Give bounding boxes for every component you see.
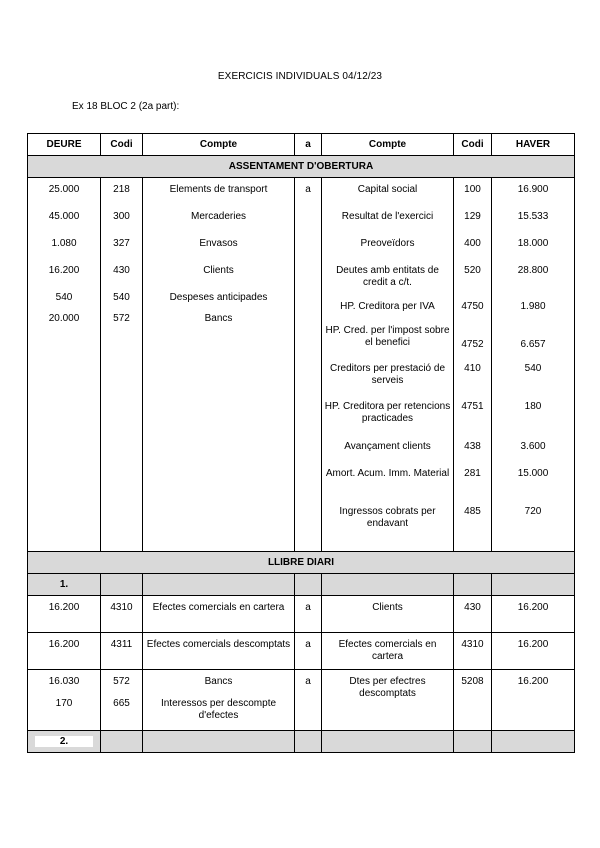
- opening-credit-account: Capital social: [357, 184, 418, 195]
- opening-credit-account: Deutes amb entitats de credit a c/t.: [336, 265, 439, 288]
- journal-credit-amount: 16.200: [517, 639, 549, 650]
- opening-credit-code: 4751: [461, 401, 484, 412]
- document-title: EXERCICIS INDIVIDUALS 04/12/23: [217, 71, 383, 82]
- journal-debit-code: 4311: [110, 639, 133, 650]
- journal-credit-amount: 16.200: [517, 602, 549, 613]
- opening-debit-amount: 1.080: [51, 238, 77, 249]
- journal-a-marker: a: [305, 602, 311, 613]
- opening-credit-account: HP. Creditora per retencions practicades: [324, 401, 451, 424]
- journal-debit-account: Bancs: [204, 676, 233, 687]
- opening-credit-code: 281: [464, 468, 481, 479]
- journal-a-marker: a: [305, 676, 311, 687]
- opening-credit-code: 4752: [461, 339, 484, 350]
- journal-credit-account: Efectes comercials en cartera: [338, 639, 437, 662]
- opening-credit-code: 100: [464, 184, 481, 195]
- journal-debit-code: 4310: [110, 602, 133, 613]
- journal-debit-amount: 16.200: [48, 639, 80, 650]
- opening-credit-account: Creditors per prestació de serveis: [329, 363, 446, 386]
- opening-credit-amount: 18.000: [517, 238, 549, 249]
- opening-credit-account: Amort. Acum. Imm. Material: [325, 468, 450, 479]
- opening-debit-amount: 540: [55, 292, 73, 303]
- opening-credit-amount: 28.800: [517, 265, 549, 276]
- opening-credit-code: 4750: [461, 301, 484, 312]
- opening-entry: [28, 178, 575, 552]
- entry-number: 2.: [28, 731, 101, 753]
- opening-debit-code: 540: [113, 292, 130, 303]
- opening-debit-account: Despeses anticipades: [169, 292, 268, 303]
- opening-debit-code: 218: [113, 184, 130, 195]
- journal-row: [28, 596, 575, 633]
- journal-debit-code: 572: [113, 676, 130, 687]
- opening-credit-account: HP. Cred. per l'impost sobre el benefici: [325, 325, 450, 348]
- journal-credit-code: 4310: [461, 639, 484, 650]
- opening-credit-account: Preoveïdors: [360, 238, 415, 249]
- journal-credit-code: 430: [464, 602, 481, 613]
- journal-row: [28, 670, 575, 731]
- opening-debit-amount: 25.000: [48, 184, 80, 195]
- opening-debit-code: 327: [113, 238, 130, 249]
- journal-debit-amount: 170: [55, 698, 73, 709]
- col-a: a: [295, 134, 322, 156]
- opening-credit-amount: 15.000: [517, 468, 549, 479]
- journal-debit-amount: 16.030: [48, 676, 80, 687]
- journal-debit-code: 665: [113, 698, 130, 709]
- col-compte-right: Compte: [322, 134, 454, 156]
- opening-credit-amount: 1.980: [520, 301, 546, 312]
- col-haver: HAVER: [492, 134, 575, 156]
- journal-debit-account: Interessos per descompte d'efectes: [160, 698, 277, 721]
- opening-credit-account: Resultat de l'exercici: [341, 211, 434, 222]
- opening-credit-amount: 16.900: [517, 184, 549, 195]
- opening-debit-account: Elements de transport: [169, 184, 268, 195]
- opening-debit-code: 572: [113, 313, 130, 324]
- opening-credit-account: Avançament clients: [344, 441, 431, 452]
- journal-debit-account: Efectes comercials en cartera: [152, 602, 285, 613]
- opening-debit-amount: 16.200: [48, 265, 80, 276]
- col-codi-right: Codi: [454, 134, 492, 156]
- opening-section-title: ASSENTAMENT D'OBERTURA: [28, 156, 575, 178]
- opening-debit-code: 430: [113, 265, 130, 276]
- opening-debit-account: Bancs: [204, 313, 233, 324]
- opening-credit-amount: 180: [524, 401, 542, 412]
- opening-debit-amount: 20.000: [48, 313, 80, 324]
- opening-debit-account: Clients: [203, 265, 234, 276]
- journal-debit-amount: 16.200: [48, 602, 80, 613]
- opening-credit-amount: 3.600: [520, 441, 546, 452]
- opening-credit-account: Ingressos cobrats per endavant: [339, 506, 436, 529]
- opening-debit-account: Mercaderies: [190, 211, 247, 222]
- opening-credit-amount: 720: [524, 506, 542, 517]
- journal-section-title: LLIBRE DIARI: [28, 552, 575, 574]
- entry-2-header: [28, 731, 575, 753]
- opening-a-marker: a: [305, 184, 311, 195]
- entry-number: 1.: [28, 574, 101, 596]
- opening-credit-code: 485: [464, 506, 481, 517]
- col-deure: DEURE: [28, 134, 101, 156]
- journal-debit-account: Efectes comercials descomptats: [146, 639, 291, 650]
- opening-credit-amount: 6.657: [520, 339, 546, 350]
- opening-debit-account: Envasos: [199, 238, 238, 249]
- opening-credit-code: 129: [464, 211, 481, 222]
- journal-row: [28, 633, 575, 670]
- journal-credit-amount: 16.200: [517, 676, 549, 687]
- journal-table: [27, 133, 575, 753]
- journal-a-marker: a: [305, 639, 311, 650]
- opening-debit-code: 300: [113, 211, 130, 222]
- journal-credit-code: 5208: [461, 676, 484, 687]
- journal-credit-account: Clients: [372, 602, 403, 613]
- opening-credit-code: 400: [464, 238, 481, 249]
- opening-credit-account: HP. Creditora per IVA: [340, 301, 435, 312]
- opening-credit-amount: 540: [524, 363, 542, 374]
- col-compte-left: Compte: [143, 134, 295, 156]
- opening-debit-amount: 45.000: [48, 211, 80, 222]
- opening-credit-amount: 15.533: [517, 211, 549, 222]
- opening-credit-code: 520: [464, 265, 481, 276]
- opening-credit-code: 410: [464, 363, 481, 374]
- exercise-subtitle: Ex 18 BLOC 2 (2a part):: [72, 101, 180, 112]
- journal-credit-account: Dtes per efectres descomptats: [349, 676, 426, 699]
- col-codi-left: Codi: [101, 134, 143, 156]
- header-row: [28, 134, 575, 156]
- entry-1-header: [28, 574, 575, 596]
- opening-credit-code: 438: [464, 441, 481, 452]
